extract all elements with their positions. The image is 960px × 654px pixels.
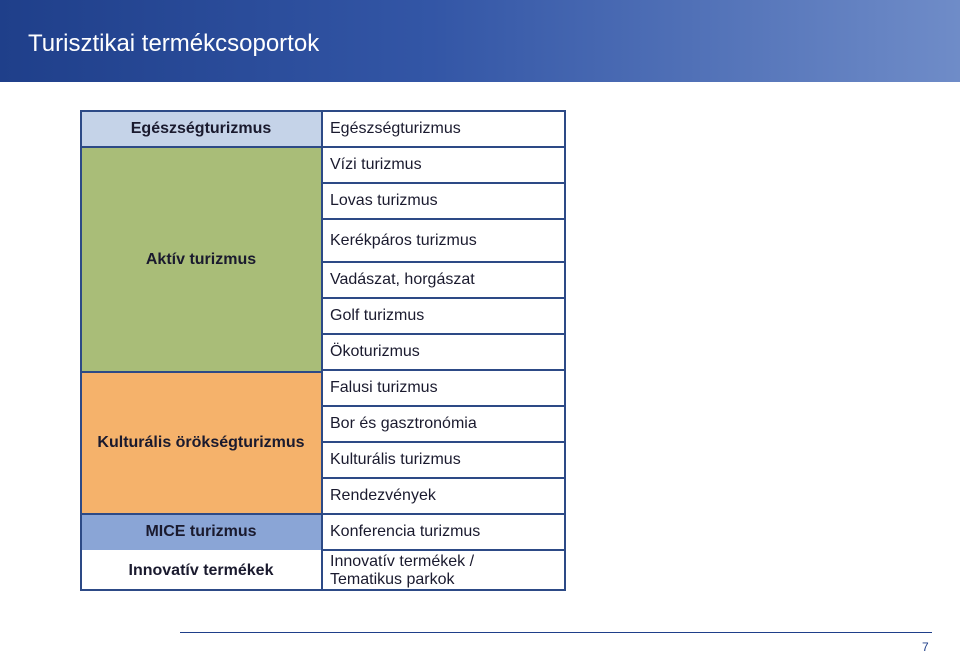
group-label: Aktív turizmus: [145, 250, 257, 268]
group-label: Innovatív termékek: [128, 561, 274, 579]
row-divider: [322, 146, 566, 148]
item-label: Konferencia turizmus: [330, 523, 481, 540]
item-cell: [322, 147, 566, 183]
item-label: Innovatív termékek / Tematikus parkok: [330, 552, 475, 588]
group-label: Egészségturizmus: [130, 119, 272, 137]
item-label: Vízi turizmus: [330, 156, 422, 173]
row-divider: [80, 513, 322, 515]
row-divider: [80, 146, 322, 148]
item-cell: [322, 334, 566, 370]
slide-title: Turisztikai termékcsoportok: [28, 30, 320, 57]
item-cell: [322, 110, 566, 147]
row-divider: [322, 218, 566, 220]
row-divider: [322, 477, 566, 479]
item-label: Bor és gasztronómia: [330, 415, 477, 432]
item-label: Kerékpáros turizmus: [330, 231, 477, 249]
group-innovative: [80, 550, 322, 591]
page-number: 7: [922, 640, 929, 654]
item-cell: [322, 514, 566, 550]
item-cell: [322, 219, 566, 262]
item-cell: [322, 262, 566, 298]
item-label: Falusi turizmus: [330, 379, 438, 396]
item-cell: [322, 406, 566, 442]
footer-divider: [180, 632, 932, 633]
item-label: Golf turizmus: [330, 307, 425, 324]
row-divider: [322, 405, 566, 407]
row-divider: [322, 513, 566, 515]
item-label: Ökoturizmus: [330, 343, 420, 360]
item-label: Lovas turizmus: [330, 192, 438, 209]
item-cell: [322, 442, 566, 478]
group-health: [80, 110, 322, 147]
slide-header: [0, 0, 960, 82]
item-cell: [322, 298, 566, 334]
item-label: Rendezvények: [330, 487, 436, 504]
item-label: Egészségturizmus: [330, 119, 461, 137]
group-mice: [80, 514, 322, 550]
item-label: Kulturális turizmus: [330, 451, 461, 468]
group-label: Kulturális örökségturizmus: [97, 434, 305, 451]
row-divider: [322, 549, 566, 551]
row-divider: [322, 369, 566, 371]
row-divider: [80, 371, 322, 373]
row-divider: [322, 333, 566, 335]
item-cell: [322, 478, 566, 514]
row-divider: [322, 441, 566, 443]
group-label: MICE turizmus: [145, 523, 257, 540]
group-cultural: [80, 372, 322, 514]
item-label: Vadászat, horgászat: [330, 271, 475, 288]
row-divider: [322, 182, 566, 184]
item-cell: [322, 370, 566, 406]
row-divider: [322, 261, 566, 263]
product-group-table: [80, 110, 566, 591]
item-cell: [322, 550, 566, 591]
row-divider: [322, 297, 566, 299]
item-cell: [322, 183, 566, 219]
group-active: [80, 147, 322, 372]
